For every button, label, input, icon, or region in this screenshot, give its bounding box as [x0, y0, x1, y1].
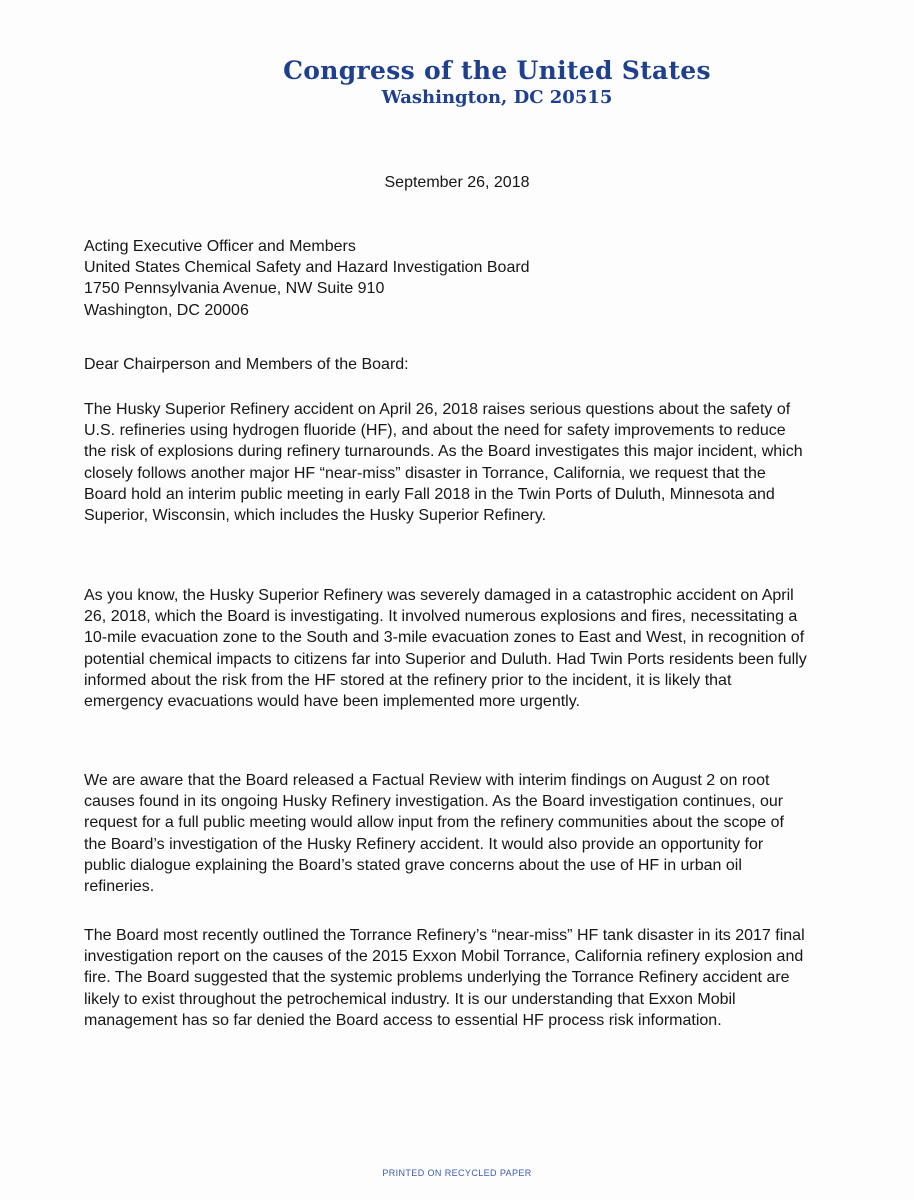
address-line: Acting Executive Officer and Members [84, 238, 356, 255]
body-paragraph: The Husky Superior Refinery accident on April 26, 2018 raises serious questions about the safety of U.S. refineries using hydrogen fluoride (HF), and about the need for safety improvements to reduce the risk of explosions during refinery turnarounds. As the Board investigates this major incident, which closely follows another major HF “near-miss” disaster in Torrance, California, we request that the Board hold an interim public meeting in early Fall 2018 in the Twin Ports of Duluth, Minnesota and Superior, Wisconsin, which includes the Husky Superior Refinery. [84, 401, 803, 525]
letterhead-subtitle: Washington, DC 20515 [381, 87, 613, 108]
address-line: United States Chemical Safety and Hazard Investigation Board [84, 259, 530, 277]
letter-date: September 26, 2018 [384, 174, 530, 191]
address-line: 1750 Pennsylvania Avenue, NW Suite 910 [84, 280, 385, 298]
letterhead-title: Congress of the United States [283, 56, 711, 85]
letterhead [0, 56, 914, 110]
body-paragraph: We are aware that the Board released a Factual Review with interim findings on August 2 on root causes found in its ongoing Husky Refinery investigation. As the Board investigation continues, our request for a full public meeting would allow input from the refinery communities about the scope of the Board’s investigation of the Husky Refinery accident. It would also provide an opportunity for public dialogue explaining the Board’s stated grave concerns about the use of HF in urban oil refineries. [84, 772, 784, 896]
address-line: Washington, DC 20006 [84, 301, 249, 319]
recycled-paper-footer: PRINTED ON RECYCLED PAPER [382, 1168, 532, 1178]
salutation: Dear Chairperson and Members of the Board: [84, 356, 409, 373]
body-paragraph: As you know, the Husky Superior Refinery was severely damaged in a catastrophic accident on April 26, 2018, which the Board is investigating. It involved numerous explosions and fires, necessitating a 10-mile evacuation zone to the South and 3-mile evacuation zones to East and West, in recognition of potential chemical impacts to citizens far into Superior and Duluth. Had Twin Ports residents been fully informed about the risk from the HF stored at the refinery prior to the incident, it is likely that emergency evacuations would have been implemented more urgently. [84, 587, 807, 711]
recipient-address [84, 236, 844, 321]
body-paragraph: The Board most recently outlined the Torrance Refinery’s “near-miss” HF tank disaster in its 2017 final investigation report on the causes of the 2015 Exxon Mobil Torrance, California refinery explosion and fire. The Board suggested that the systemic problems underlying the Torrance Refinery accident are likely to exist throughout the petrochemical industry. It is our understanding that Exxon Mobil management has so far denied the Board access to essential HF process risk information. [84, 927, 805, 1029]
